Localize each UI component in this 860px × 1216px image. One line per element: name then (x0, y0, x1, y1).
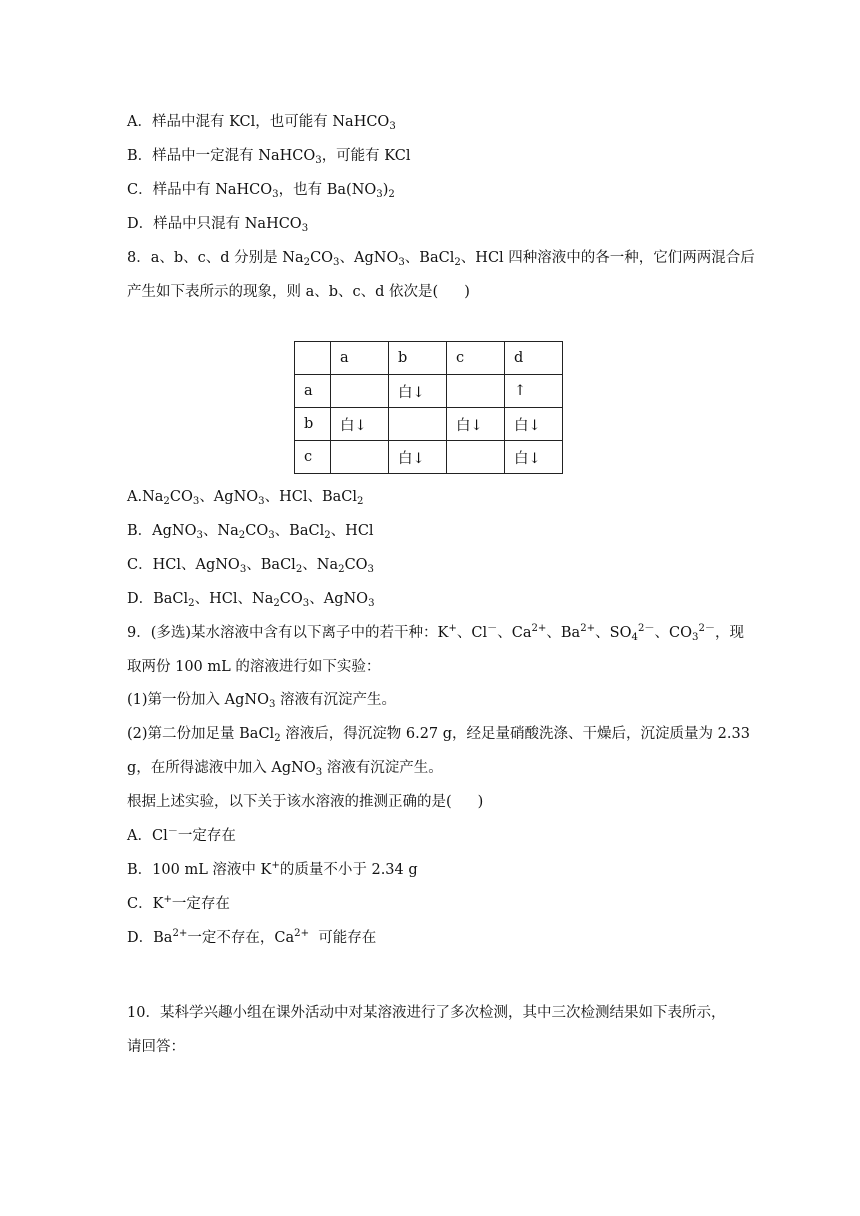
table-cell: a (295, 375, 331, 408)
q9-option-a: A．Cl－一定存在 (127, 826, 236, 844)
q8-stem-line1: 8．a、b、c、d 分别是 $Na_2CO_3$、AgNO$_3$、BaCl$_2$、HCl 四种溶液中的各一种，它们两两混合后 (127, 250, 755, 268)
table-cell: 白↓ (389, 375, 447, 408)
q9-option-b: B．100 mL 溶液中 K+的质量不小于 2.34 g (127, 860, 418, 878)
q7-option-d: D．样品中只混有 NaHCO$_3$ (127, 216, 309, 234)
table-header-row (295, 342, 563, 375)
table-cell: 白↓ (331, 408, 389, 441)
q9-stem-line2: 取两份 100 mL 的溶液进行如下实验： (127, 659, 381, 675)
table-cell: d (505, 342, 563, 375)
q8-reaction-table (294, 341, 563, 474)
table-cell (331, 441, 389, 474)
table-cell: b (389, 342, 447, 375)
table-cell (389, 408, 447, 441)
table-cell (331, 375, 389, 408)
q8-option-d: D．BaCl$_2$、HCl、$Na_2CO_3$、AgNO$_3$ (127, 591, 375, 609)
q7-option-b: B．样品中一定混有 NaHCO$_3$，可能有 KCl (127, 148, 411, 166)
q8-option-c: C．HCl、AgNO$_3$、BaCl$_2$、$Na_2CO_3$ (127, 557, 374, 575)
q9-experiment-2-line2: g，在所得滤液中加入 AgNO$_3$ 溶液有沉淀产生。 (127, 760, 443, 778)
table-row (295, 375, 563, 408)
table-cell: a (331, 342, 389, 375)
q8-option-b: B．AgNO$_3$、$Na_2CO_3$、BaCl$_2$、HCl (127, 523, 374, 541)
table-cell: c (295, 441, 331, 474)
q9-experiment-2-line1: (2)第二份加足量 BaCl$_2$ 溶液后，得沉淀物 6.27 g，经足量硝酸洗涤、干燥后，沉淀质量为 2.33 (127, 726, 750, 744)
q7-option-c: C．样品中有 NaHCO$_3$，也有 $Ba(NO_3)_2$ (127, 182, 395, 200)
table-cell: c (447, 342, 505, 375)
table-cell (447, 441, 505, 474)
table-row (295, 441, 563, 474)
table-cell: 白↓ (505, 408, 563, 441)
table-row (295, 408, 563, 441)
table-cell (447, 375, 505, 408)
q10-stem-line1: 10．某科学兴趣小组在课外活动中对某溶液进行了多次检测，其中三次检测结果如下表所示， (127, 1005, 726, 1021)
table-cell: 白↓ (447, 408, 505, 441)
table-cell: b (295, 408, 331, 441)
q9-question: 根据上述实验，以下关于该水溶液的推测正确的是( ) (127, 794, 484, 810)
q9-option-c: C．K+一定存在 (127, 894, 230, 912)
table-cell (295, 342, 331, 375)
q8-option-a: $A.Na_2CO_3$、AgNO$_3$、HCl、BaCl$_2$ (127, 489, 364, 507)
table-cell: ↑ (505, 375, 563, 408)
q9-stem-line1: 9．(多选)某水溶液中含有以下离子中的若干种：K+、Cl－、$Ca^{2+}$、$Ba^{2+}$、$SO_4^{2-}$、$CO_3^{2-}$，现 (127, 623, 745, 643)
q8-stem-line2: 产生如下表所示的现象，则 a、b、c、d 依次是( ) (127, 284, 470, 300)
table-cell: 白↓ (505, 441, 563, 474)
q7-option-a: A．样品中混有 KCl，也可能有 NaHCO$_3$ (127, 114, 396, 132)
table-cell: 白↓ (389, 441, 447, 474)
q9-experiment-1: (1)第一份加入 AgNO$_3$ 溶液有沉淀产生。 (127, 692, 397, 710)
q10-stem-line2: 请回答： (127, 1039, 185, 1055)
q9-option-d: D．$Ba^{2+}$一定不存在，$Ca^{2+}$ 可能存在 (127, 928, 377, 946)
